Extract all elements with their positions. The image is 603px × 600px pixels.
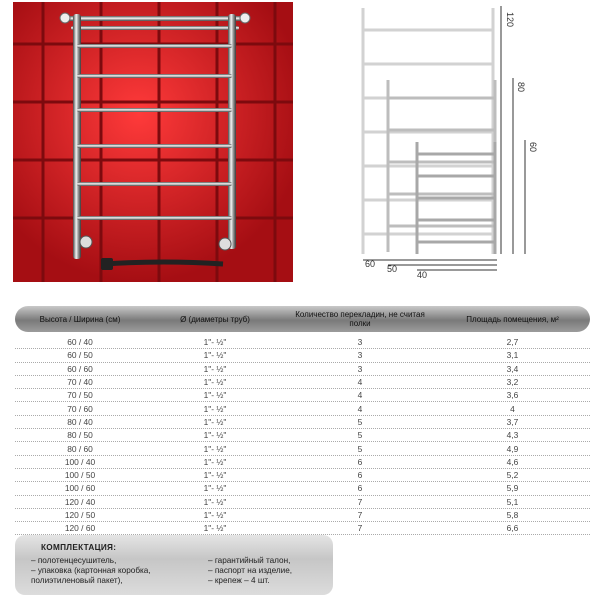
cell-diameter: 1"- ½" — [203, 496, 227, 507]
cell-area: 5,2 — [506, 470, 519, 481]
left-valve — [80, 236, 92, 248]
plug-icon — [101, 258, 113, 270]
cell-area: 5,1 — [506, 496, 519, 507]
kit-list-right — [208, 556, 292, 586]
table-row — [15, 376, 590, 389]
cell-area: 3,4 — [506, 363, 519, 374]
power-cable — [105, 262, 223, 264]
table-row — [15, 363, 590, 376]
cell-diameter: 1"- ½" — [203, 510, 227, 520]
cell-diameter: 1"- ½" — [203, 483, 227, 494]
cell-diameter: 1"- ½" — [203, 416, 227, 427]
cell-area: 5,9 — [506, 483, 519, 494]
kit-item: – полотенцесушитель, — [31, 556, 117, 565]
cell-diameter: 1"- ½" — [203, 470, 227, 481]
header-rungs: Количество перекладин, не считая полки — [295, 310, 425, 328]
cell-diameter: 1"- ½" — [203, 403, 227, 414]
table-row — [15, 442, 590, 455]
cell-rungs: 5 — [357, 430, 363, 441]
cell-diameter: 1"- ½" — [203, 456, 227, 467]
cell-diameter: 1"- ½" — [203, 350, 227, 361]
cell-rungs: 3 — [357, 350, 363, 361]
table-header — [15, 306, 590, 332]
table-row — [15, 389, 590, 402]
dim-80-label: 80 — [516, 82, 526, 93]
table-row — [15, 469, 590, 482]
cell-rungs: 3 — [357, 363, 363, 374]
cell-area: 5,8 — [506, 510, 519, 520]
cell-rungs: 3 — [357, 337, 363, 348]
kit-box — [15, 535, 333, 595]
kit-title: КОМПЛЕКТАЦИЯ: — [41, 543, 117, 552]
cell-rungs: 7 — [357, 523, 363, 534]
cell-size: 120 / 50 — [64, 510, 96, 520]
cell-area: 4 — [510, 403, 515, 414]
left-pipe — [73, 14, 81, 259]
cell-size: 70 / 50 — [67, 390, 93, 401]
table-row — [15, 429, 590, 442]
table-row — [15, 336, 590, 349]
cell-rungs: 4 — [357, 390, 363, 401]
cell-size: 100 / 40 — [64, 456, 96, 467]
header-size: Высота / Ширина (см) — [39, 314, 121, 324]
kit-item: – гарантийный талон, — [208, 556, 291, 565]
cell-area: 2,7 — [506, 337, 519, 348]
cell-area: 3,7 — [506, 416, 519, 427]
cell-size: 80 / 60 — [67, 443, 93, 454]
cell-area: 3,2 — [506, 377, 519, 388]
kit-item: – упаковка (картонная коробка, — [31, 566, 151, 575]
cell-size: 70 / 40 — [67, 377, 93, 388]
cell-size: 80 / 50 — [67, 430, 93, 441]
spec-table — [15, 306, 590, 535]
cell-size: 70 / 60 — [67, 403, 93, 414]
cell-size: 60 / 60 — [67, 363, 93, 374]
cell-size: 120 / 40 — [64, 496, 96, 507]
cell-diameter: 1"- ½" — [203, 390, 227, 401]
table-row — [15, 349, 590, 362]
cell-rungs: 7 — [357, 496, 363, 507]
table-row — [15, 402, 590, 415]
cell-diameter: 1"- ½" — [203, 430, 227, 441]
kit-list-left — [31, 556, 151, 586]
header-area: Площадь помещения, м² — [466, 314, 559, 324]
cell-size: 100 / 50 — [64, 470, 96, 481]
cell-rungs: 6 — [357, 456, 363, 467]
table-row — [15, 416, 590, 429]
table-body — [15, 336, 590, 535]
header-diameter: Ø (диаметры труб) — [180, 314, 250, 324]
towel-rail-illustration — [13, 2, 293, 282]
dim-60-width-label: 60 — [365, 259, 376, 269]
cell-rungs: 5 — [357, 443, 363, 454]
cell-diameter: 1"- ½" — [203, 363, 227, 374]
dim-60-height-label: 60 — [528, 142, 538, 153]
product-photo — [13, 2, 293, 282]
cell-diameter: 1"- ½" — [203, 377, 227, 388]
kit-item: – крепеж – 4 шт. — [208, 576, 270, 585]
cell-size: 80 / 40 — [67, 416, 93, 427]
cell-diameter: 1"- ½" — [203, 443, 227, 454]
table-row — [15, 482, 590, 495]
dim-50-label: 50 — [387, 264, 398, 274]
right-valve — [219, 238, 231, 250]
cell-area: 4,9 — [506, 443, 519, 454]
cell-size: 100 / 60 — [64, 483, 96, 494]
cell-rungs: 4 — [357, 377, 363, 388]
rail-60 — [417, 142, 495, 254]
width-dimension-lines — [363, 260, 497, 270]
cell-diameter: 1"- ½" — [203, 337, 227, 348]
cell-size: 60 / 40 — [67, 337, 93, 348]
cell-rungs: 5 — [357, 416, 363, 427]
cell-rungs: 4 — [357, 403, 363, 414]
dim-40-label: 40 — [417, 270, 428, 280]
table-row — [15, 456, 590, 469]
cell-area: 4,6 — [506, 456, 519, 467]
right-pipe — [228, 14, 236, 249]
cell-rungs: 6 — [357, 470, 363, 481]
cell-rungs: 7 — [357, 510, 363, 520]
height-dimension-lines — [501, 6, 525, 254]
cell-size: 120 / 60 — [64, 523, 96, 534]
cell-area: 4,3 — [506, 430, 519, 441]
cell-rungs: 6 — [357, 483, 363, 494]
table-row — [15, 522, 590, 535]
cell-size: 60 / 50 — [67, 350, 93, 361]
cell-area: 3,1 — [506, 350, 519, 361]
table-row — [15, 496, 590, 509]
cell-diameter: 1"- ½" — [203, 523, 227, 534]
cell-area: 6,6 — [506, 523, 519, 534]
kit-item: полиэтиленовый пакет), — [31, 576, 123, 585]
table-row — [15, 509, 590, 522]
cell-area: 3,6 — [506, 390, 519, 401]
kit-item: – паспорт на изделие, — [208, 566, 293, 575]
size-diagram — [355, 2, 538, 282]
dim-120-label: 120 — [505, 12, 515, 28]
